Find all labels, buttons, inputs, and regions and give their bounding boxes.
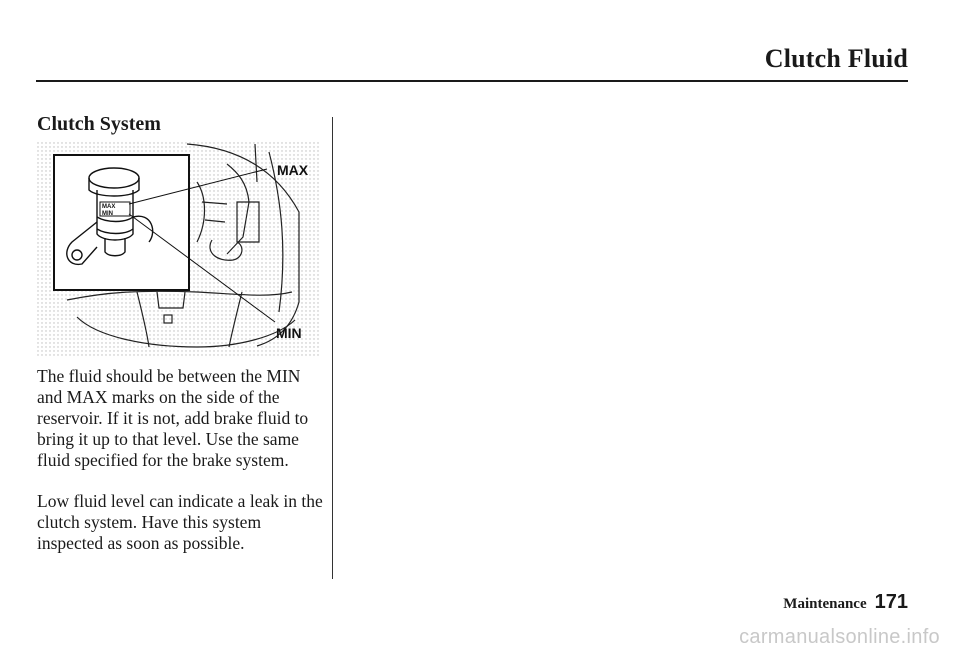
paragraph-leak-warning: Low fluid level can indicate a leak in the clutch system. Have this system inspected as soon as possible. <box>37 491 323 553</box>
min-label: MIN <box>276 325 302 341</box>
page-number: 171 <box>874 591 908 613</box>
page-title: Clutch Fluid <box>764 44 908 73</box>
footer-section-name: Maintenance <box>783 596 867 612</box>
engine-bay-drawing <box>37 142 320 356</box>
header-rule <box>36 80 908 82</box>
clutch-reservoir-illustration <box>37 142 320 356</box>
inset-min-label: MIN <box>102 211 113 217</box>
inset-max-label: MAX <box>102 204 116 210</box>
page-footer <box>783 591 908 614</box>
watermark: carmanualsonline.info <box>739 626 940 648</box>
section-heading: Clutch System <box>37 113 161 135</box>
max-label: MAX <box>277 162 309 178</box>
column-divider <box>332 117 333 579</box>
paragraph-fluid-level: The fluid should be between the MIN and MAX marks on the side of the reservoir. If it is not, add brake fluid to bring it up to that level. Use the same fluid specified for the brake system. <box>37 366 309 470</box>
